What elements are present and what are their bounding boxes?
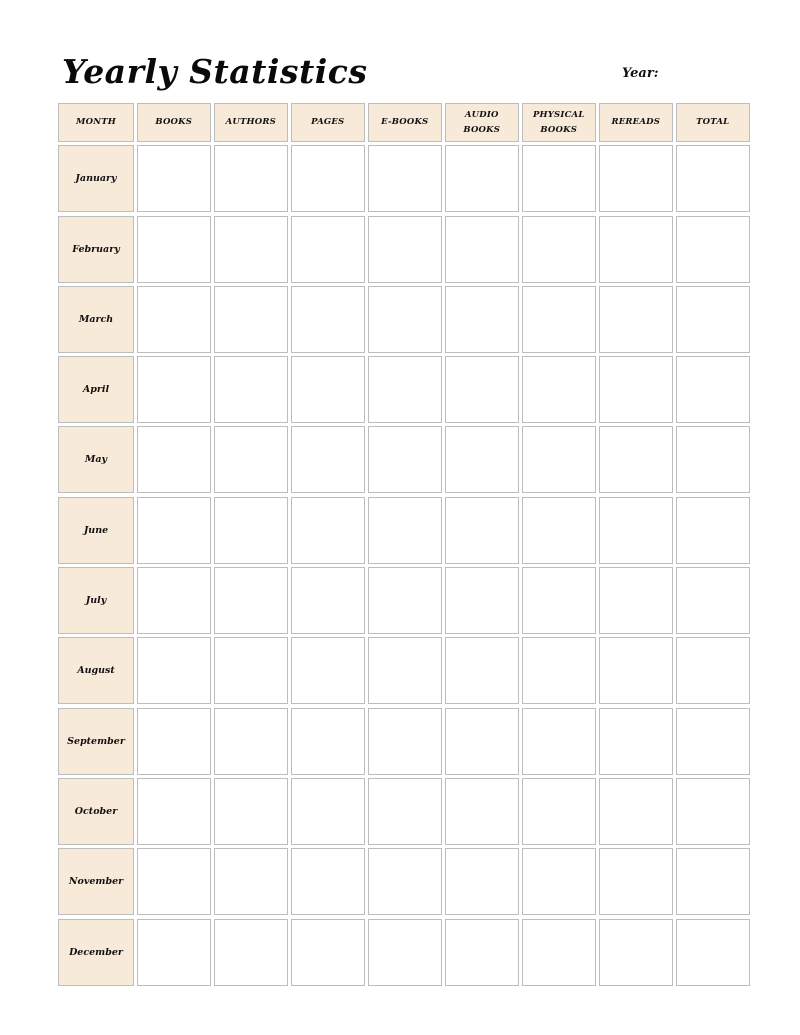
month-label: June	[58, 497, 134, 564]
entry-cell[interactable]	[445, 848, 520, 915]
entry-cell[interactable]	[676, 567, 751, 634]
entry-cell[interactable]	[214, 286, 289, 353]
entry-cell[interactable]	[214, 919, 289, 986]
entry-cell[interactable]	[368, 919, 443, 986]
entry-cell[interactable]	[676, 708, 751, 775]
column-header: E-BOOKS	[368, 103, 443, 142]
month-label: May	[58, 426, 134, 493]
entry-cell[interactable]	[676, 216, 751, 283]
entry-cell[interactable]	[137, 848, 212, 915]
entry-cell[interactable]	[676, 848, 751, 915]
entry-cell[interactable]	[599, 497, 674, 564]
entry-cell[interactable]	[291, 426, 366, 493]
entry-cell[interactable]	[291, 848, 366, 915]
entry-cell[interactable]	[214, 356, 289, 423]
entry-cell[interactable]	[445, 567, 520, 634]
entry-cell[interactable]	[368, 145, 443, 212]
entry-cell[interactable]	[137, 426, 212, 493]
entry-cell[interactable]	[368, 497, 443, 564]
entry-cell[interactable]	[445, 356, 520, 423]
entry-cell[interactable]	[291, 567, 366, 634]
month-label: November	[58, 848, 134, 915]
entry-cell[interactable]	[676, 426, 751, 493]
entry-cell[interactable]	[522, 708, 597, 775]
entry-cell[interactable]	[599, 778, 674, 845]
entry-cell[interactable]	[214, 848, 289, 915]
page-title: Yearly Statistics	[62, 52, 368, 91]
column-header: AUDIO BOOKS	[445, 103, 520, 142]
entry-cell[interactable]	[522, 637, 597, 704]
entry-cell[interactable]	[522, 426, 597, 493]
entry-cell[interactable]	[599, 567, 674, 634]
entry-cell[interactable]	[214, 145, 289, 212]
entry-cell[interactable]	[676, 356, 751, 423]
entry-cell[interactable]	[599, 919, 674, 986]
entry-cell[interactable]	[137, 567, 212, 634]
entry-cell[interactable]	[522, 919, 597, 986]
entry-cell[interactable]	[291, 919, 366, 986]
entry-cell[interactable]	[368, 567, 443, 634]
column-header: TOTAL	[676, 103, 751, 142]
entry-cell[interactable]	[522, 848, 597, 915]
entry-cell[interactable]	[522, 497, 597, 564]
entry-cell[interactable]	[445, 145, 520, 212]
entry-cell[interactable]	[522, 216, 597, 283]
entry-cell[interactable]	[214, 216, 289, 283]
entry-cell[interactable]	[676, 919, 751, 986]
column-header: PHYSICAL BOOKS	[522, 103, 597, 142]
entry-cell[interactable]	[214, 637, 289, 704]
entry-cell[interactable]	[522, 567, 597, 634]
entry-cell[interactable]	[368, 637, 443, 704]
entry-cell[interactable]	[137, 637, 212, 704]
entry-cell[interactable]	[368, 778, 443, 845]
entry-cell[interactable]	[599, 426, 674, 493]
year-label: Year:	[622, 66, 659, 81]
yearly-stats-table	[58, 103, 748, 986]
entry-cell[interactable]	[676, 778, 751, 845]
entry-cell[interactable]	[291, 708, 366, 775]
entry-cell[interactable]	[445, 778, 520, 845]
entry-cell[interactable]	[599, 637, 674, 704]
month-label: April	[58, 356, 134, 423]
entry-cell[interactable]	[291, 637, 366, 704]
entry-cell[interactable]	[214, 497, 289, 564]
entry-cell[interactable]	[522, 286, 597, 353]
entry-cell[interactable]	[137, 216, 212, 283]
entry-cell[interactable]	[368, 356, 443, 423]
column-header: AUTHORS	[214, 103, 289, 142]
entry-cell[interactable]	[599, 216, 674, 283]
entry-cell[interactable]	[291, 286, 366, 353]
entry-cell[interactable]	[137, 708, 212, 775]
entry-cell[interactable]	[137, 286, 212, 353]
entry-cell[interactable]	[522, 778, 597, 845]
entry-cell[interactable]	[599, 145, 674, 212]
column-header: REREADS	[599, 103, 674, 142]
entry-cell[interactable]	[522, 145, 597, 212]
entry-cell[interactable]	[291, 356, 366, 423]
entry-cell[interactable]	[445, 919, 520, 986]
entry-cell[interactable]	[291, 497, 366, 564]
entry-cell[interactable]	[599, 356, 674, 423]
entry-cell[interactable]	[214, 778, 289, 845]
entry-cell[interactable]	[599, 286, 674, 353]
entry-cell[interactable]	[137, 145, 212, 212]
month-label: December	[58, 919, 134, 986]
month-label: July	[58, 567, 134, 634]
entry-cell[interactable]	[676, 145, 751, 212]
entry-cell[interactable]	[291, 145, 366, 212]
month-label: March	[58, 286, 134, 353]
entry-cell[interactable]	[445, 708, 520, 775]
entry-cell[interactable]	[599, 848, 674, 915]
entry-cell[interactable]	[445, 216, 520, 283]
entry-cell[interactable]	[368, 426, 443, 493]
entry-cell[interactable]	[137, 356, 212, 423]
column-header: PAGES	[291, 103, 366, 142]
entry-cell[interactable]	[445, 637, 520, 704]
month-label: February	[58, 216, 134, 283]
entry-cell[interactable]	[137, 919, 212, 986]
entry-cell[interactable]	[137, 497, 212, 564]
month-label: January	[58, 145, 134, 212]
entry-cell[interactable]	[676, 286, 751, 353]
column-header: MONTH	[58, 103, 134, 142]
month-label: September	[58, 708, 134, 775]
entry-cell[interactable]	[599, 708, 674, 775]
entry-cell[interactable]	[445, 426, 520, 493]
entry-cell[interactable]	[676, 497, 751, 564]
entry-cell[interactable]	[368, 848, 443, 915]
entry-cell[interactable]	[137, 778, 212, 845]
entry-cell[interactable]	[214, 426, 289, 493]
entry-cell[interactable]	[676, 637, 751, 704]
entry-cell[interactable]	[368, 286, 443, 353]
month-label: October	[58, 778, 134, 845]
entry-cell[interactable]	[291, 216, 366, 283]
column-header: BOOKS	[137, 103, 212, 142]
entry-cell[interactable]	[368, 708, 443, 775]
month-label: August	[58, 637, 134, 704]
entry-cell[interactable]	[522, 356, 597, 423]
entry-cell[interactable]	[291, 778, 366, 845]
entry-cell[interactable]	[368, 216, 443, 283]
entry-cell[interactable]	[445, 286, 520, 353]
entry-cell[interactable]	[445, 497, 520, 564]
entry-cell[interactable]	[214, 567, 289, 634]
entry-cell[interactable]	[214, 708, 289, 775]
